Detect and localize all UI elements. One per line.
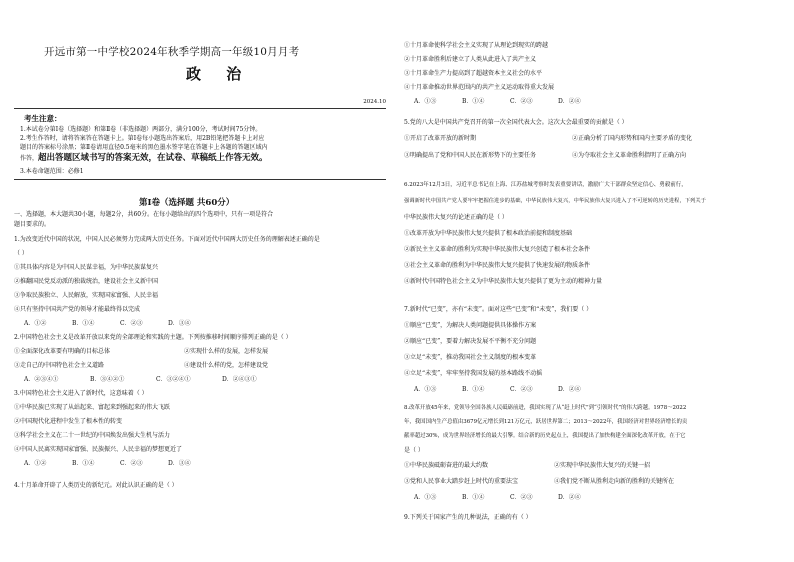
q1-option-3: ③争取民族独立、人民解放，实现国家富强、人民幸福 [14,292,159,299]
q8-option-4: ④我们党不断从胜利走向新的胜利的关键所在 [554,478,675,485]
q6-stem-3: 中华民族伟大复兴的论述正确的是（ ） [404,214,508,221]
q2-choice-b: B．③④②① [90,376,125,383]
q8-stem-2: 年，我国国内生产总值由3679亿元增长到121万亿元，跃居世界第二；2013～2022年，我国经济对世界经济增长的贡 [404,419,688,425]
q8-stem-3: 献率超过30%，成为世界经济增长的最大引擎。结合新的历史起点上，我国提出了加快构建全面深化改革开放，在于它 [404,433,686,439]
q7-choice-d: D．②④ [558,386,581,393]
q6-stem: 6.2023年12月3日，习近平总书记在上海、江苏盐城考察时发表重要讲话，激励广大干部群众坚定信心、勇毅前行， [404,182,687,188]
q5-option-2: ②正确分析了国内形势和国内主要矛盾的变化 [572,135,693,142]
q1-stem-2: （ ） [14,250,28,257]
section-intro-2: 题目要求的。 [14,221,51,228]
q8-option-3: ③党和人民事业大踏步赶上时代的重要法宝 [404,478,519,485]
q7-option-3: ③立足“未变”，推动我国社会主义制度的根本变革 [404,354,537,361]
q4-choice-a: A．①③ [414,98,437,105]
q8-stem-4: 是（ ） [404,447,424,454]
q5-option-3: ③明确提出了党和中国人民在新形势下的主要任务 [404,152,537,159]
q4-option-3: ③十月革命生产力提高到了超越资本主义社会的水平 [404,70,543,77]
q5-option-1: ①开启了改革开放的新时期 [404,135,477,142]
notice-divider [14,179,386,180]
q7-option-2: ②顺应“已变”，要着力解决发展不平衡不充分问题 [404,338,537,345]
q2-choices [24,376,288,383]
q1-option-4: ④只有坚持中国共产党的领导才能最终得以完成 [14,306,141,313]
q8-option-1: ①中华民族砥砺奋进的最大约数 [404,462,489,469]
q3-choice-c: C．②③ [120,460,143,467]
q4-stem: 4.十月革命开辟了人类历史的新纪元。对此认识正确的是（ ） [14,482,178,489]
q8-choice-a: A．①③ [414,494,437,501]
q1-choices [24,320,216,327]
q3-option-1: ①中华民族已实现了从站起来、富起来到强起来的伟大飞跃 [14,404,171,411]
q4-choice-d: D．②④ [558,98,581,105]
q3-choices [24,460,216,467]
q3-stem: 3.中国特色社会主义进入了新时代，这意味着（ ） [14,390,148,397]
top-divider [14,108,386,109]
q2-choice-d: D．②④③① [222,376,257,383]
notice-emphasis: 超出答题区域书写的答案无效，在试卷、草稿纸上作答无效。 [38,153,268,163]
q4-option-4: ④十月革命推动世界范围内的共产主义运动取得重大发展 [404,84,555,91]
section-heading: 第Ⅰ卷（选择题 共60分） [139,198,235,208]
q2-option-4: ④建设什么样的党，怎样建设党 [184,362,269,369]
q4-choice-b: B．①④ [462,98,485,105]
q2-option-2: ②实现什么样的发展，怎样发展 [184,348,269,355]
q6-option-1: ①改革开放为中华民族伟大复兴提供了根本政治前提和制度基础 [404,230,573,237]
q7-choice-c: C．②③ [510,386,533,393]
q6-option-3: ③社会主义革命的胜利为中华民族伟大复兴提供了快速发展的物质条件 [404,262,591,269]
q1-choice-c: C．②③ [120,320,143,327]
notice-line-4-prefix: 作答， [20,155,39,162]
q7-choices [414,386,606,393]
q7-choice-b: B．①④ [462,386,485,393]
q2-option-3: ③走自己的中国特色社会主义道路 [14,362,105,369]
notice-line-4 [20,153,268,163]
notice-line-5: 3.本卷命题范围：必修1 [20,168,84,175]
q7-option-1: ①顺应“已变”，为解决人类问题提供具体操作方案 [404,322,537,329]
q8-stem: 8.改革开放45年来，党领导全国各族人民砥砺前进，我国实现了从“赶上时代”到“引领时代”的伟大跨越。1978～2022 [404,405,687,411]
q1-option-1: ①其具体内容是为中国人民谋幸福，为中华民族谋复兴 [14,264,159,271]
notice-line-2: 2.考生作答时，请将答案答在答题卡上。第Ⅰ卷每小题选出答案后，用2B铅笔把答题卡上对应 [20,135,265,142]
q8-choices [414,494,606,501]
q1-option-2: ②推翻国民党反动派的独裁统治，建设社会主义新中国 [14,278,159,285]
q6-stem-2: 强调新时代中国共产党人要牢牢把握住进步的基础，中华民族伟大复兴，中华民族伟大复兴进入了不可逆转的历史进程，下列关于 [404,198,706,204]
exam-date: 2024.10 [363,99,386,105]
subject-title: 政 治 [186,65,252,83]
q1-choice-a: A．①② [24,320,47,327]
q7-stem: 7.新时代“已变”，亦有“未变”。面对这些“已变”和“未变”，我们要（ ） [404,306,593,313]
q7-option-4: ④立足“未变”，牢牢坚持我国发展的基本路线不动摇 [404,370,543,377]
q3-choice-b: B．①④ [72,460,95,467]
section-intro-1: 一、选择题，本大题共30小题，每题2分，共60分。在每小题给出的四个选项中，只有一项是符合 [14,211,274,218]
q2-choice-a: A．②③④① [24,376,59,383]
q2-option-1: ①全面深化改革要有明确的目标总体 [14,348,111,355]
q4-option-2: ②十月革命胜利后建立了人类从此进入了共产主义 [404,56,537,63]
q3-option-4: ④中国人民离实现国家富强、民族振兴、人民幸福的梦想更近了 [14,446,183,453]
notice-line-1: 1.本试卷分第Ⅰ卷（选择题）和第Ⅱ卷（非选择题）两部分，满分100分，考试时间75分钟。 [20,126,262,133]
q4-option-1: ①十月革命使科学社会主义实现了从理论到现实的跨越 [404,42,549,49]
q1-choice-b: B．①④ [72,320,95,327]
notice-heading: 考生注意： [24,114,62,123]
q8-choice-d: D．②④ [558,494,581,501]
q2-stem: 2.中国特色社会主义是改革开放以来党的全部理论和实践的主题。下列按推移时间顺序排列正确的是（ ） [14,334,292,341]
notice-line-3: 题目的答案标号涂黑；第Ⅱ卷请用直径0.5毫米的黑色墨水签字笔在答题卡上各题的答题区域内 [20,144,268,151]
q3-choice-a: A．①② [24,460,47,467]
q1-stem: 1.为改变近代中国的状况，中国人民必须努力完成两大历史任务。下面对近代中国两大历史任务的理解表述正确的是 [14,236,320,243]
q5-stem: 5.党的八大是中国共产党召开的第一次全国代表大会。这次大会最重要的贡献是（ ） [404,119,628,126]
q3-option-3: ③科学社会主义在二十一世纪的中国焕发出强大生机与活力 [14,432,171,439]
q4-choices [414,98,606,105]
q9-stem: 9.下列关于国家产生的几种说法，正确的有（ ） [404,514,532,521]
q6-option-4: ④新时代中国特色社会主义为中华民族伟大复兴提供了更为主动的精神力量 [404,278,603,285]
q5-option-4: ④为夺取社会主义革命胜利指明了正确方向 [572,152,687,159]
q3-option-2: ②中国现代化进程中发生了根本性的转变 [14,418,123,425]
q3-choice-d: D．③④ [168,460,191,467]
q8-option-2: ②实现中华民族伟大复兴的关键一招 [554,462,651,469]
q4-choice-c: C．②③ [510,98,533,105]
exam-title: 开远市第一中学校2024年秋季学期高一年级10月月考 [44,46,300,58]
q8-choice-b: B．①④ [462,494,485,501]
q2-choice-c: C．③②④① [156,376,191,383]
q7-choice-a: A．①③ [414,386,437,393]
q1-choice-d: D．③④ [168,320,191,327]
q6-option-2: ②新民主主义革命的胜利为实现中华民族伟大复兴创造了根本社会条件 [404,246,591,253]
q8-choice-c: C．②③ [510,494,533,501]
